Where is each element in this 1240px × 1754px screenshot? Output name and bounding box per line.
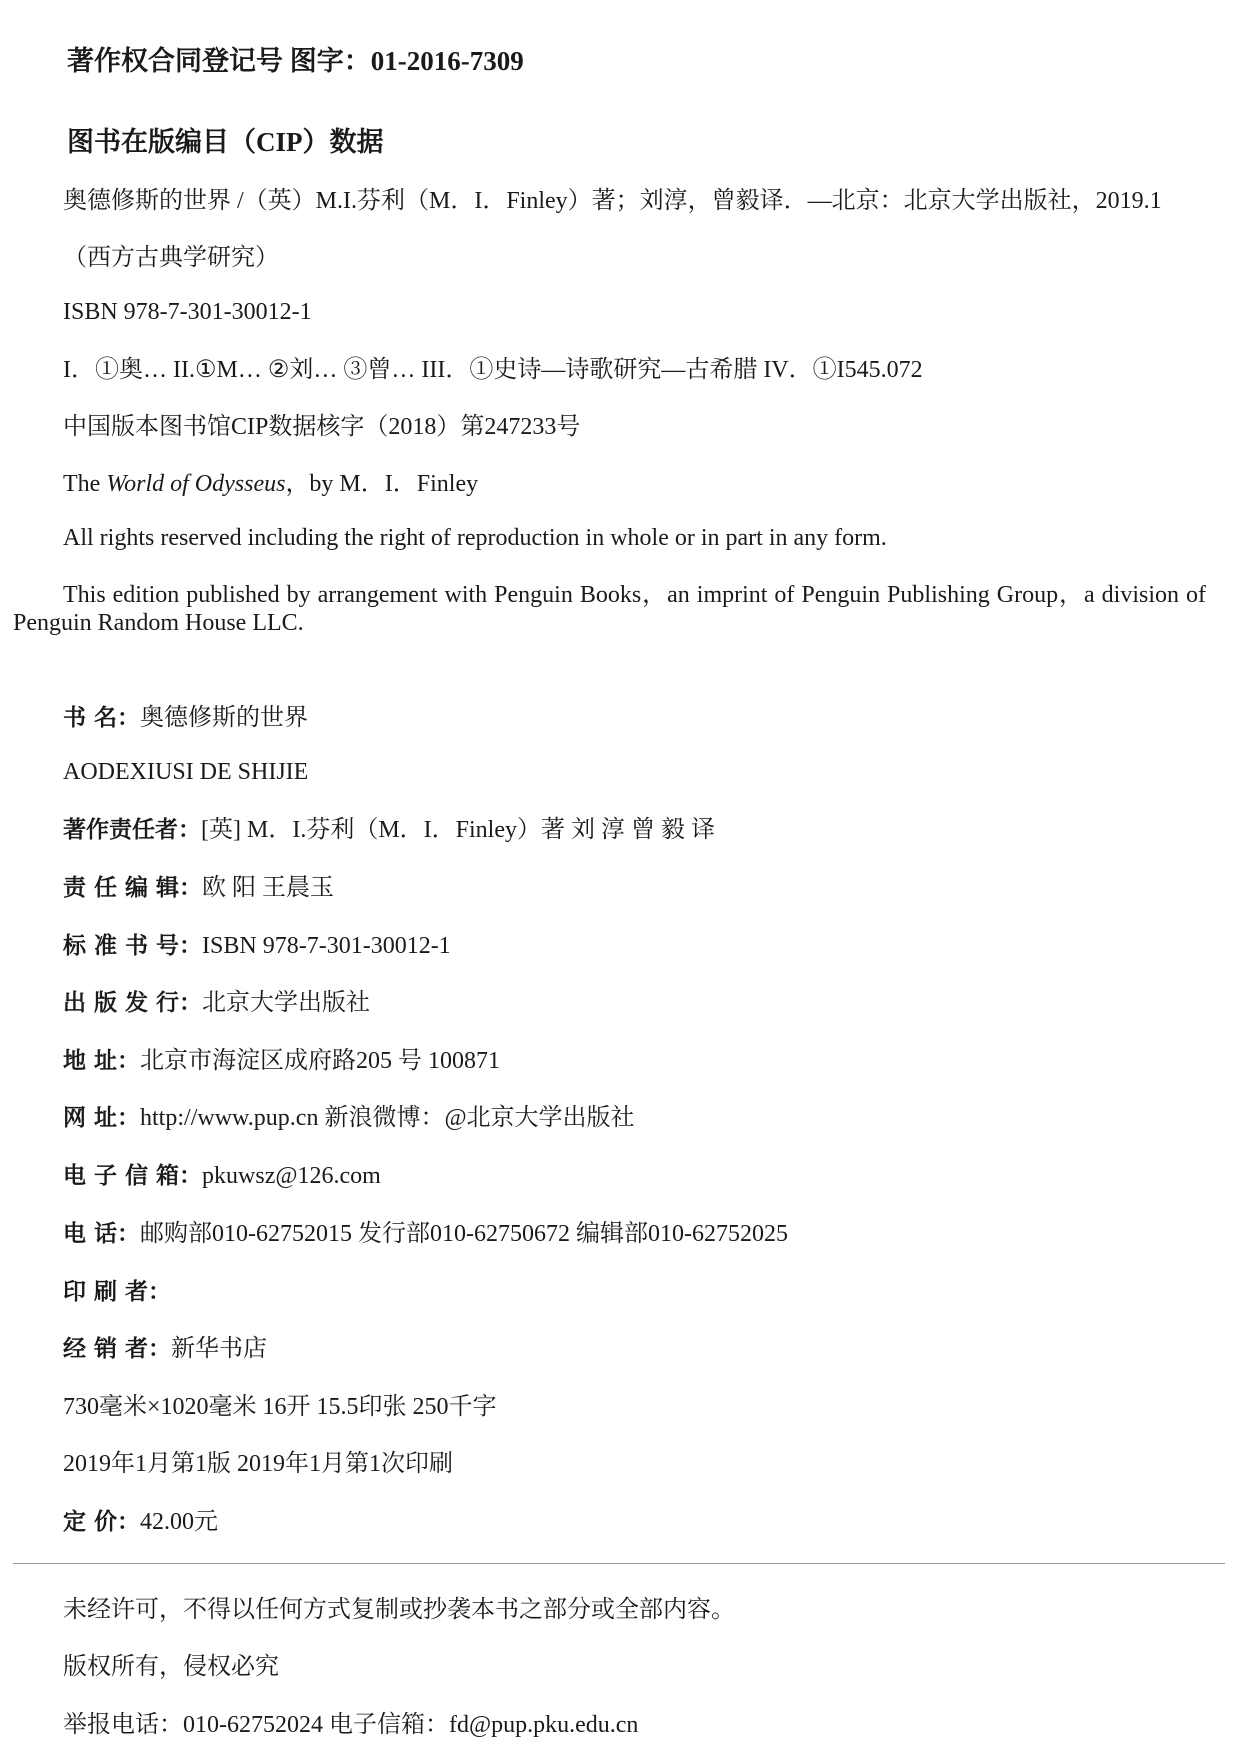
field-value: 730毫米×1020毫米 16开 15.5印张 250千字 [63, 1394, 497, 1420]
field-value: 欧 阳 王晨玉 [202, 875, 335, 901]
rights-reserved: All rights reserved including the right of reproduction in whole or in part in any form. [63, 525, 887, 551]
detail-publisher [63, 988, 1225, 1018]
detail-isbn [63, 931, 1225, 961]
divider [13, 1563, 1225, 1564]
field-value: 北京大学出版社 [202, 990, 371, 1016]
detail-printer [63, 1277, 1225, 1307]
cip-title: 图书在版编目（CIP）数据 [67, 127, 384, 157]
detail-edition [63, 1449, 1225, 1479]
detail-editors [63, 873, 1225, 903]
cip-subject-classification: I．①奥… II.①M… ②刘… ③曾… III．①史诗—诗歌研究—古希腊 IV．①I545.072 [63, 357, 923, 383]
field-label: 电 子 信 箱： [63, 1163, 203, 1189]
detail-format [63, 1392, 1225, 1422]
field-label: 著作责任者： [63, 817, 201, 843]
field-value: AODEXIUSI DE SHIJIE [63, 759, 309, 785]
field-value: 2019年1月第1版 2019年1月第1次印刷 [63, 1451, 453, 1477]
field-label: 书 名： [63, 705, 141, 731]
field-value: 邮购部010-62752015 发行部010-62750672 编辑部010-62752025 [140, 1221, 788, 1247]
detail-address [63, 1046, 1225, 1076]
arrangement-notice: This edition published by arrangement with Penguin Books，an imprint of Penguin Publishing Group，a division of Penguin Random House LLC. [13, 582, 1206, 636]
field-label: 标 准 书 号： [63, 933, 203, 959]
cip-isbn: ISBN 978-7-301-30012-1 [63, 299, 312, 325]
field-label: 出 版 发 行： [63, 990, 203, 1016]
copyright-registration: 著作权合同登记号 图字：01-2016-7309 [67, 46, 524, 76]
detail-website [63, 1103, 1225, 1133]
field-label: 网 址： [63, 1105, 141, 1131]
rights-notice: 版权所有，侵权必究 [63, 1654, 279, 1680]
field-value: 新华书店 [171, 1336, 268, 1362]
detail-book-title [63, 703, 1225, 733]
field-value: ISBN 978-7-301-30012-1 [202, 933, 451, 959]
detail-email [63, 1161, 1225, 1191]
field-value: 奥德修斯的世界 [140, 705, 309, 731]
detail-romanized-title [63, 757, 1225, 787]
cip-entry: 奥德修斯的世界 /（英）M.I.芬利（M．I．Finley）著；刘淳，曾毅译．—北京：北京大学出版社，2019.1 [63, 188, 1162, 214]
field-value: pkuwsz@126.com [202, 1163, 381, 1189]
reproduction-notice: 未经许可，不得以任何方式复制或抄袭本书之部分或全部内容。 [63, 1597, 735, 1623]
detail-phone [63, 1219, 1225, 1249]
detail-distributor [63, 1334, 1225, 1364]
cip-number: 中国版本图书馆CIP数据核字（2018）第247233号 [63, 414, 581, 440]
original-title: World of Odysseus [106, 471, 286, 497]
field-label: 印 刷 者： [63, 1279, 172, 1305]
detail-authors [63, 815, 1225, 845]
field-label: 经 销 者： [63, 1336, 172, 1362]
field-value: 北京市海淀区成府路205 号 100871 [140, 1048, 501, 1074]
field-value: [英] M．I.芬利（M．I．Finley）著 刘 淳 曾 毅 译 [201, 817, 715, 843]
field-value: 42.00元 [140, 1509, 219, 1535]
report-contact: 举报电话：010-62752024 电子信箱：fd@pup.pku.edu.cn [63, 1712, 639, 1738]
field-value: http://www.pup.cn 新浪微博：@北京大学出版社 [140, 1105, 635, 1131]
detail-price [63, 1507, 1225, 1537]
original-author: ，by M．I．Finley [285, 471, 479, 497]
field-label: 电 话： [63, 1221, 141, 1247]
field-label: 定 价： [63, 1509, 141, 1535]
original-title-prefix: The [63, 471, 107, 497]
cip-series: （西方古典学研究） [63, 245, 279, 271]
original-title-line [63, 469, 1225, 499]
field-label: 地 址： [63, 1048, 141, 1074]
field-label: 责 任 编 辑： [63, 875, 203, 901]
